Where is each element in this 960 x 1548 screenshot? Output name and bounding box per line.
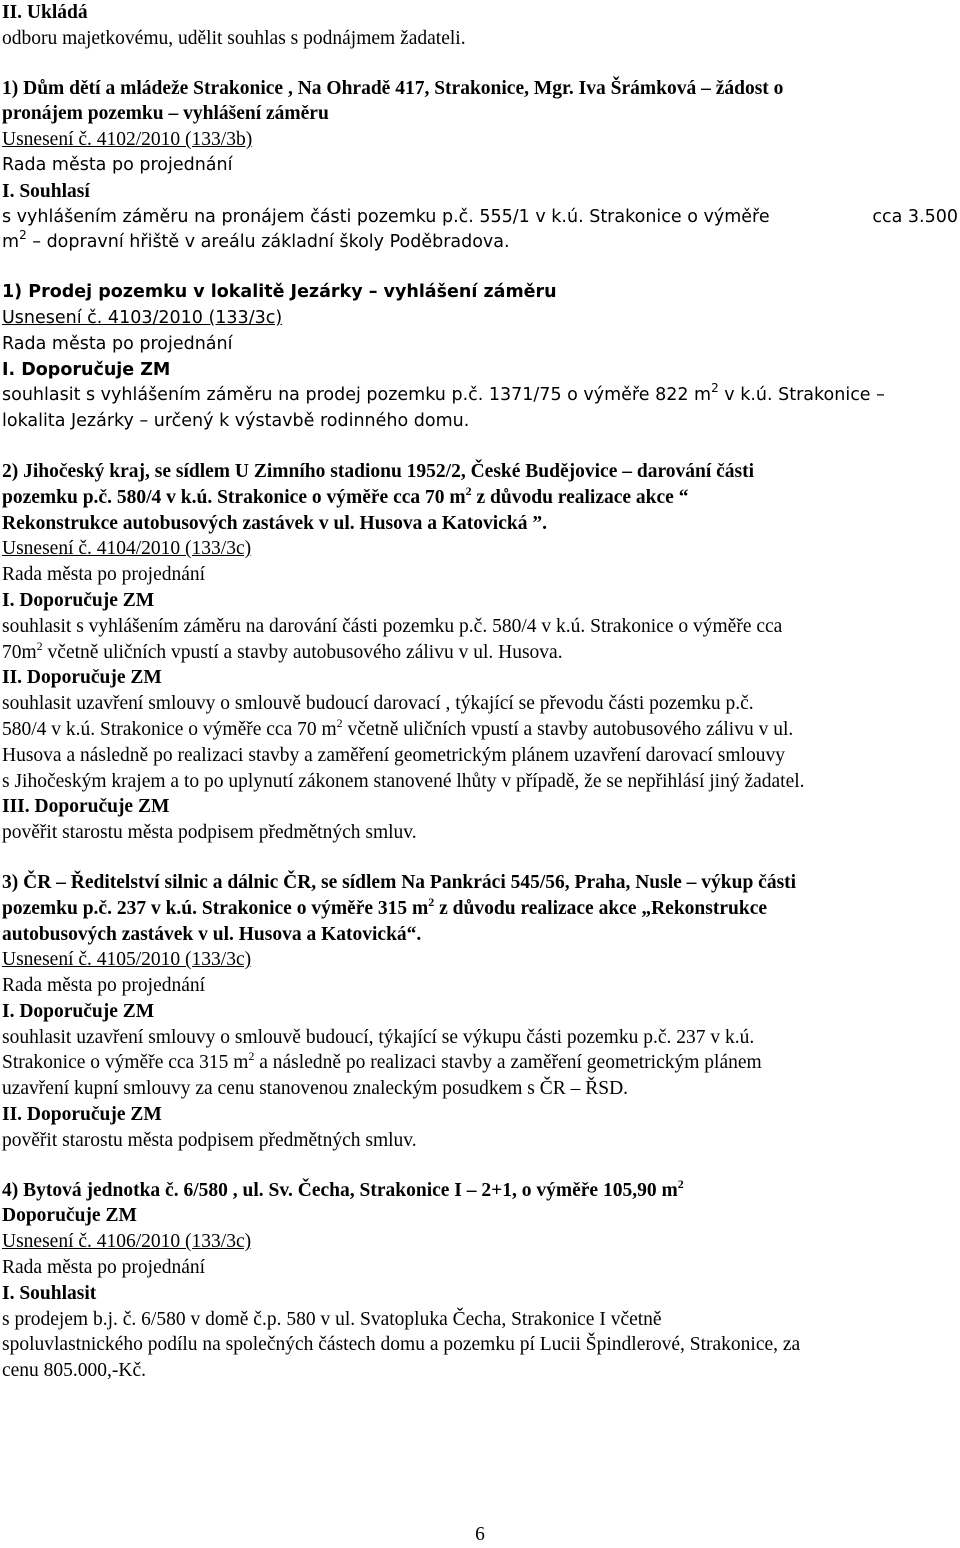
superscript: 2	[677, 1177, 684, 1191]
text-part: včetně uličních vpustí a stavby autobusového zálivu v ul. Husova.	[42, 641, 563, 663]
decision-heading: I. Souhlasit	[2, 1282, 97, 1304]
resolution-number: Usnesení č. 4105/2010 (133/3c)	[2, 949, 252, 971]
decision-text: souhlasit s vyhlášením záměru na darování části pozemku p.č. 580/4 v k.ú. Strakonice o výměře cca	[2, 615, 783, 637]
decision-heading: I. Doporučuje ZM	[2, 589, 155, 611]
resolution-number: Usnesení č. 4102/2010 (133/3b)	[2, 129, 253, 151]
decision-heading: I. Doporučuje ZM	[2, 359, 171, 380]
decision-text: s prodejem b.j. č. 6/580 v domě č.p. 580 v ul. Svatopluka Čecha, Strakonice I včetně	[2, 1308, 662, 1330]
item-heading: 1) Dům dětí a mládeže Strakonice , Na Ohradě 417, Strakonice, Mgr. Iva Šrámková – žádost o	[2, 77, 784, 99]
item-heading: autobusových zastávek v ul. Husova a Katovická“.	[2, 923, 422, 945]
council-line: Rada města po projednání	[2, 154, 233, 175]
text-part: pozemku p.č. 237 v k.ú. Strakonice o výměře 315 m	[2, 897, 429, 919]
item-heading: 1) Prodej pozemku v lokalitě Jezárky – vyhlášení záměru	[2, 282, 557, 303]
superscript: 2	[36, 639, 43, 653]
decision-text: souhlasit uzavření smlouvy o smlouvě budoucí, týkající se výkupu části pozemku p.č. 237 v k.ú.	[2, 1026, 755, 1048]
decision-heading: II. Doporučuje ZM	[2, 1104, 162, 1126]
decision-text-part: s vyhlášením záměru na pronájem části pozemku p.č. 555/1 v k.ú. Strakonice o výměře	[2, 206, 770, 227]
text-part: 2) Jihočeský kraj, se sídlem U Zimního stadionu 1952/2, České Budějovice – darování části	[2, 460, 755, 482]
decision-text: uzavření kupní smlouvy za cenu stanovenou znaleckým posudkem s ČR – ŘSD.	[2, 1078, 629, 1100]
item-heading	[2, 1178, 958, 1204]
council-line: Rada města po projednání	[2, 333, 233, 354]
item-heading	[2, 485, 958, 511]
superscript: 2	[428, 895, 435, 909]
decision-text: lokalita Jezárky – určený k výstavbě rodinného domu.	[2, 411, 470, 432]
decision-text	[2, 640, 958, 666]
section-title: II. Ukládá	[2, 2, 88, 23]
text-part: a následně po realizaci stavby a zaměření geometrickým plánem	[254, 1052, 762, 1074]
item-heading	[2, 459, 958, 485]
text-part: pozemku p.č. 580/4 v k.ú. Strakonice o výměře cca 70 m	[2, 486, 466, 508]
text-part: – dopravní hřiště v areálu základní školy Poděbradova.	[26, 232, 510, 253]
resolution-number: Usnesení č. 4104/2010 (133/3c)	[2, 538, 252, 560]
text-part: z důvodu realizace akce “	[471, 486, 689, 508]
item-heading: Rekonstrukce autobusových zastávek v ul. Husova a Katovická ”.	[2, 512, 547, 534]
text-part: souhlasit s vyhlášením záměru na prodej pozemku p.č. 1371/75 o výměře 822 m	[2, 385, 712, 406]
text-part: 70m	[2, 641, 37, 663]
decision-text	[2, 717, 958, 743]
text-part: v k.ú. Strakonice –	[718, 385, 885, 406]
text-part: 580/4 v k.ú. Strakonice o výměře cca 70 m	[2, 718, 337, 740]
decision-text: cenu 805.000,-Kč.	[2, 1360, 147, 1382]
decision-text	[2, 383, 958, 409]
item-heading: pronájem pozemku – vyhlášení záměru	[2, 103, 329, 125]
decision-text: pověřit starostu města podpisem předmětných smluv.	[2, 1129, 417, 1151]
decision-heading: I. Souhlasí	[2, 180, 90, 202]
section-text: odboru majetkovému, udělit souhlas s podnájmem žadateli.	[2, 27, 466, 49]
decision-text: Husova a následně po realizaci stavby a zaměření geometrickým plánem uzavření darovací smlouvy	[2, 744, 785, 766]
resolution-number: Usnesení č. 4106/2010 (133/3c)	[2, 1231, 252, 1253]
text-part: včetně uličních vpustí a stavby autobusového zálivu v ul.	[342, 718, 794, 740]
decision-text: souhlasit uzavření smlouvy o smlouvě budoucí darovací , týkající se převodu části pozemku p.č.	[2, 693, 754, 715]
item-heading: 3) ČR – Ředitelství silnic a dálnic ČR, se sídlem Na Pankráci 545/56, Praha, Nusle – výkup části	[2, 871, 797, 893]
resolution-number: Usnesení č. 4103/2010 (133/3c)	[2, 307, 283, 328]
decision-heading: II. Doporučuje ZM	[2, 667, 162, 689]
item-subheading: Doporučuje ZM	[2, 1205, 137, 1227]
text-part: z důvodu realizace akce „Rekonstrukce	[434, 897, 768, 919]
superscript: 2	[711, 383, 719, 396]
text-part: m	[2, 232, 20, 253]
superscript: 2	[465, 484, 472, 498]
council-line: Rada města po projednání	[2, 1257, 206, 1279]
text-part: Strakonice o výměře cca 315 m	[2, 1052, 249, 1074]
decision-text	[2, 230, 958, 256]
decision-text: spoluvlastnického podílu na společných částech domu a pozemku pí Lucii Špindlerové, Strakonice, za	[2, 1334, 801, 1356]
superscript: 2	[248, 1050, 255, 1064]
decision-text-part: cca 3.500	[872, 206, 958, 227]
decision-text: pověřit starostu města podpisem předmětných smluv.	[2, 822, 417, 844]
decision-text: s Jihočeským krajem a to po uplynutí zákonem stanovené lhůty v případě, že se nepřihlásí jiný žadatel.	[2, 770, 805, 792]
council-line: Rada města po projednání	[2, 564, 206, 586]
decision-text	[2, 205, 958, 231]
superscript: 2	[336, 716, 343, 730]
text-part: 4) Bytová jednotka č. 6/580 , ul. Sv. Čecha, Strakonice I – 2+1, o výměře 105,90 m	[2, 1179, 678, 1201]
item-heading	[2, 896, 958, 922]
decision-text	[2, 1050, 958, 1076]
page-number: 6	[475, 1524, 485, 1545]
council-line: Rada města po projednání	[2, 975, 206, 997]
decision-heading: I. Doporučuje ZM	[2, 1000, 155, 1022]
superscript: 2	[19, 230, 27, 243]
decision-heading: III. Doporučuje ZM	[2, 796, 170, 818]
